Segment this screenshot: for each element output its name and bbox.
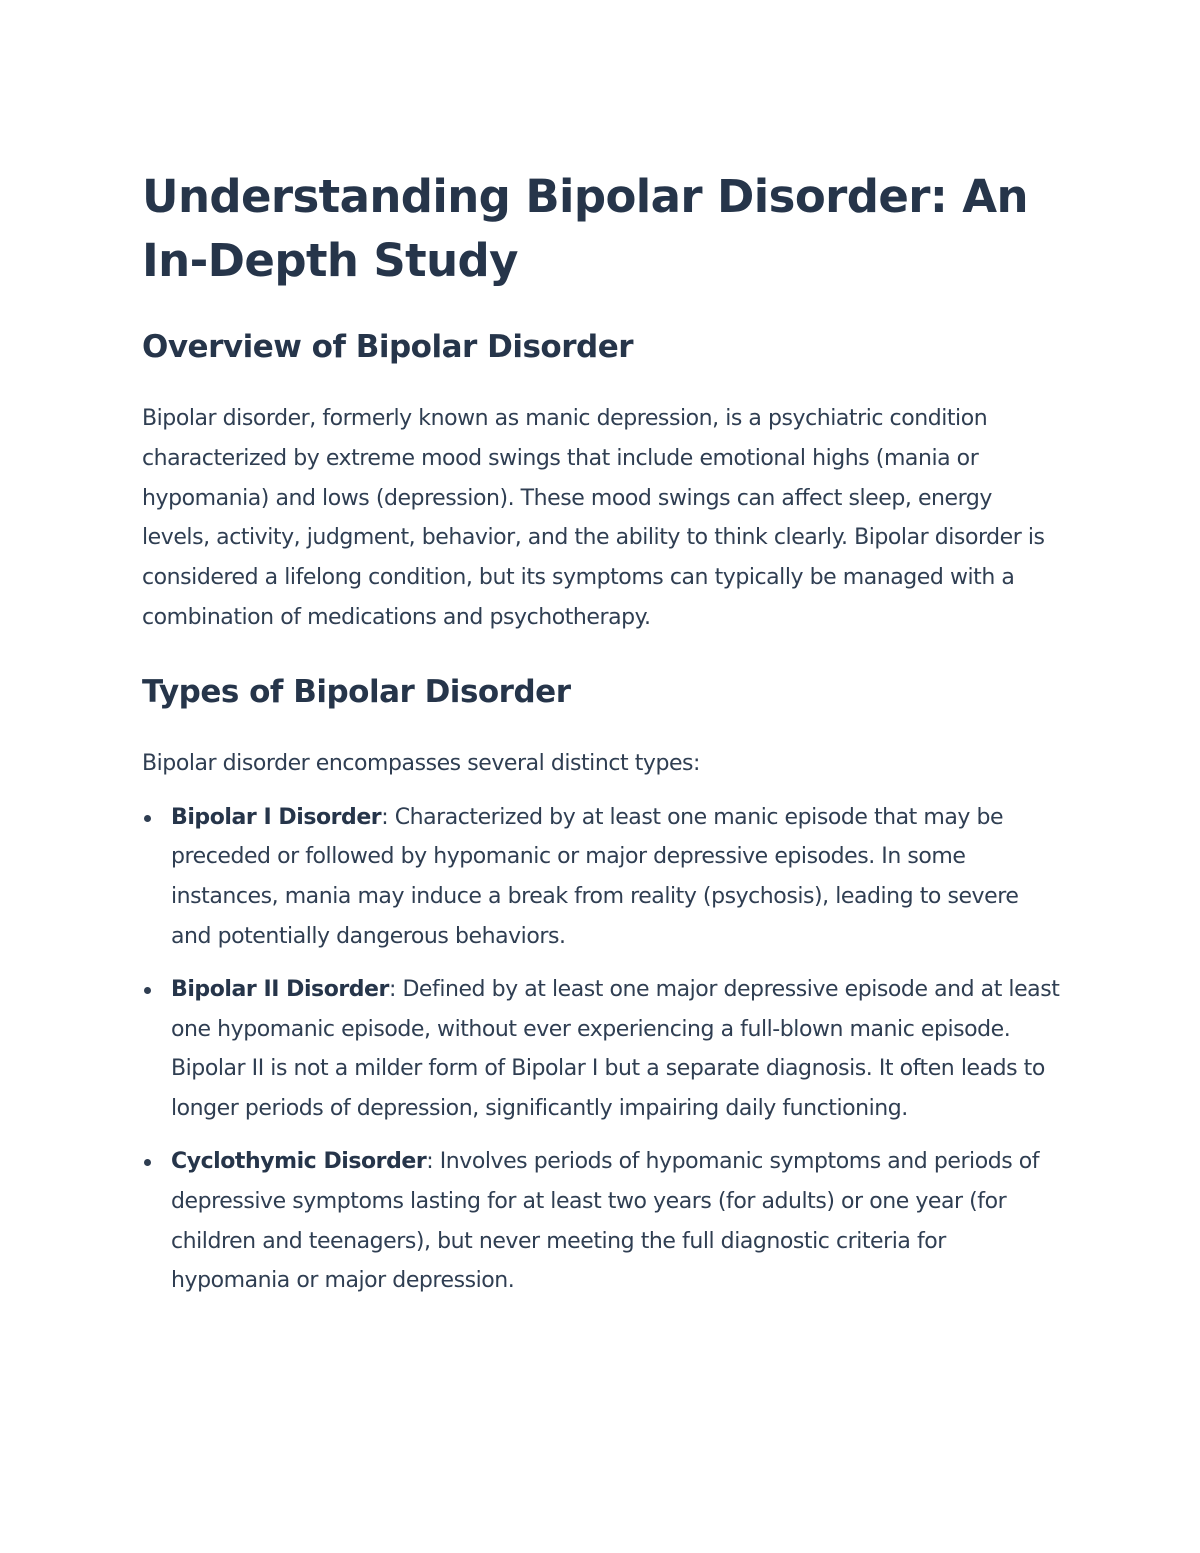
term-bipolar-i: Bipolar I Disorder xyxy=(171,804,382,830)
bullet-icon xyxy=(144,815,151,822)
list-item-bipolar-ii xyxy=(142,970,1062,1129)
list-item-bipolar-i xyxy=(142,798,1062,957)
document-page xyxy=(142,165,1062,1314)
description-bipolar-ii: : Defined by at least one major depressive episode and at least one hypomanic episode, without ever experiencing a full-blown manic episode. Bipolar II is not a milder form of Bipolar I but a separate diagnosis. It often leads to longer periods of depression, significantly impairing daily functioning. xyxy=(171,976,1060,1122)
list-item-cyclothymic xyxy=(142,1142,1062,1301)
term-cyclothymic: Cyclothymic Disorder xyxy=(171,1148,427,1174)
bullet-icon xyxy=(144,987,151,994)
bullet-icon xyxy=(144,1159,151,1166)
document-title: Understanding Bipolar Disorder: An In-Depth Study xyxy=(142,170,1028,287)
description-cyclothymic: : Involves periods of hypomanic symptoms and periods of depressive symptoms lasting for at least two years (for adults) or one year (for children and teenagers), but never meeting the full diagnostic criteria for hypomania or major depression. xyxy=(171,1148,1040,1294)
overview-paragraph: Bipolar disorder, formerly known as manic depression, is a psychiatric condition characterized by extreme mood swings that include emotional highs (mania or hypomania) and lows (depression). These mood swings can affect sleep, energy levels, activity, judgment, behavior, and the ability to think clearly. Bipolar disorder is considered a lifelong condition, but its symptoms can typically be managed with a combination of medications and psychotherapy. xyxy=(142,406,1045,630)
section-heading-overview: Overview of Bipolar Disorder xyxy=(142,329,634,365)
description-bipolar-i: : Characterized by at least one manic episode that may be preceded or followed by hypomanic or major depressive episodes. In some instances, mania may induce a break from reality (psychosis), leading to severe and potentially dangerous behaviors. xyxy=(171,804,1019,949)
types-list xyxy=(142,798,1062,1302)
term-bipolar-ii: Bipolar II Disorder xyxy=(171,976,389,1002)
types-intro-paragraph: Bipolar disorder encompasses several distinct types: xyxy=(142,750,701,776)
section-heading-types: Types of Bipolar Disorder xyxy=(142,673,571,710)
